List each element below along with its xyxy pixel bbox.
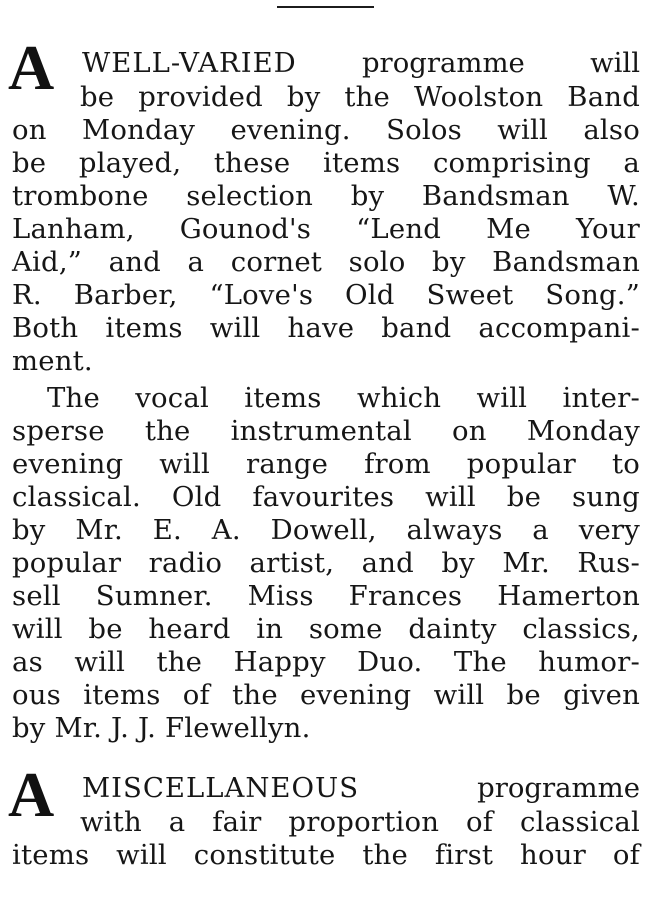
lead-caps: WELL-VARIED [82, 47, 297, 79]
text-line: be provided by the Woolston Band [80, 81, 640, 113]
text-line: ment. [12, 345, 93, 377]
text-line: Lanham, Gounod's “Lend Me Your [12, 213, 640, 245]
section-rule [277, 6, 374, 8]
paragraph-lead-line [82, 47, 640, 80]
text-line: with a fair proportion of classical [80, 806, 640, 838]
text-line: be played, these items comprising a [12, 147, 640, 179]
text-line: Aid,” and a cornet solo by Bandsman [12, 246, 640, 278]
text-line: ous items of the evening will be given [12, 679, 640, 711]
lead-rest: programme [477, 772, 640, 804]
text-line: by Mr. E. A. Dowell, always a very [12, 514, 640, 546]
text-line: sell Sumner. Miss Frances Hamerton [12, 580, 640, 612]
text-line: sperse the instrumental on Monday [12, 415, 640, 447]
text-line: on Monday evening. Solos will also [12, 114, 640, 146]
drop-cap: A [8, 759, 55, 830]
text-line: evening will range from popular to [12, 448, 640, 480]
text-line: popular radio artist, and by Mr. Rus- [12, 547, 640, 579]
paragraph-lead-line [82, 772, 640, 805]
text-line: by Mr. J. J. Flewellyn. [12, 712, 311, 744]
drop-cap: A [8, 32, 55, 103]
text-line: will be heard in some dainty classics, [12, 613, 640, 645]
text-line: Both items will have band accompani- [12, 312, 640, 344]
text-line: classical. Old favourites will be sung [12, 481, 640, 513]
lead-caps: MISCELLANEOUS [82, 772, 360, 804]
lead-rest: programme will [361, 47, 640, 79]
text-line: R. Barber, “Love's Old Sweet Song.” [12, 279, 640, 311]
text-line: as will the Happy Duo. The humor- [12, 646, 640, 678]
text-line: items will constitute the first hour of [12, 839, 640, 871]
text-line: The vocal items which will inter- [47, 382, 640, 414]
text-line: trombone selection by Bandsman W. [12, 180, 640, 212]
